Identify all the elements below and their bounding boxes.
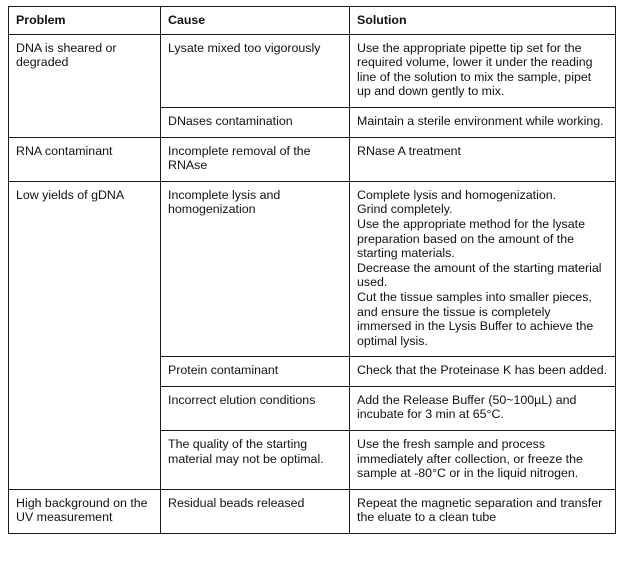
solution-line: Use the appropriate pipette tip set for the required volume, lower it under the reading line of the solution to mix the sample, pipet up and down gently to mix. [357,40,593,99]
header-cause: Cause [161,7,350,35]
troubleshooting-table [8,6,616,534]
problem-cell: DNA is sheared or degraded [9,34,161,137]
solution-line: Decrease the amount of the starting material used. [357,260,602,290]
solution-cell [350,357,616,387]
cause-cell: Lysate mixed too vigorously [161,34,350,107]
solution-cell [350,34,616,107]
cause-cell: Incomplete lysis and homogenization [161,181,350,357]
cause-cell: Incorrect elution conditions [161,386,350,430]
table-row [9,489,616,533]
solution-cell [350,181,616,357]
solution-line: Maintain a sterile environment while working. [357,113,604,128]
solution-line: Cut the tissue samples into smaller pieces, and ensure the tissue is completely immersed in the Lysis Buffer to achieve the optimal lysis. [357,289,594,348]
solution-line: Check that the Proteinase K has been added. [357,363,608,378]
cause-cell: Incomplete removal of the RNAse [161,137,350,181]
solution-line: Grind completely. [357,202,453,217]
cause-cell: The quality of the starting material may not be optimal. [161,431,350,490]
cause-cell: DNases contamination [161,107,350,137]
solution-cell [350,489,616,533]
solution-line: Add the Release Buffer (50~100µL) and incubate for 3 min at 65°C. [357,392,577,422]
solution-cell [350,431,616,490]
cause-cell: Protein contaminant [161,357,350,387]
table-row [9,181,616,357]
solution-line: Repeat the magnetic separation and transfer the eluate to a clean tube [357,495,603,525]
cause-cell: Residual beads released [161,489,350,533]
solution-line: Use the appropriate method for the lysate preparation based on the amount of the starting materials. [357,216,585,261]
solution-cell [350,137,616,181]
solution-cell [350,386,616,430]
table-row [9,34,616,107]
table-row [9,137,616,181]
problem-cell: RNA contaminant [9,137,161,181]
table-body [9,34,616,533]
solution-line: RNase A treatment [357,143,461,158]
problem-cell: Low yields of gDNA [9,181,161,489]
header-solution: Solution [350,7,616,35]
problem-cell: High background on the UV measurement [9,489,161,533]
header-problem: Problem [9,7,161,35]
solution-cell [350,107,616,137]
header-row [9,7,616,35]
solution-line: Use the fresh sample and process immediately after collection, or freeze the sample at -80°C or in the liquid nitrogen. [357,437,583,481]
solution-line: Complete lysis and homogenization. [357,187,557,202]
